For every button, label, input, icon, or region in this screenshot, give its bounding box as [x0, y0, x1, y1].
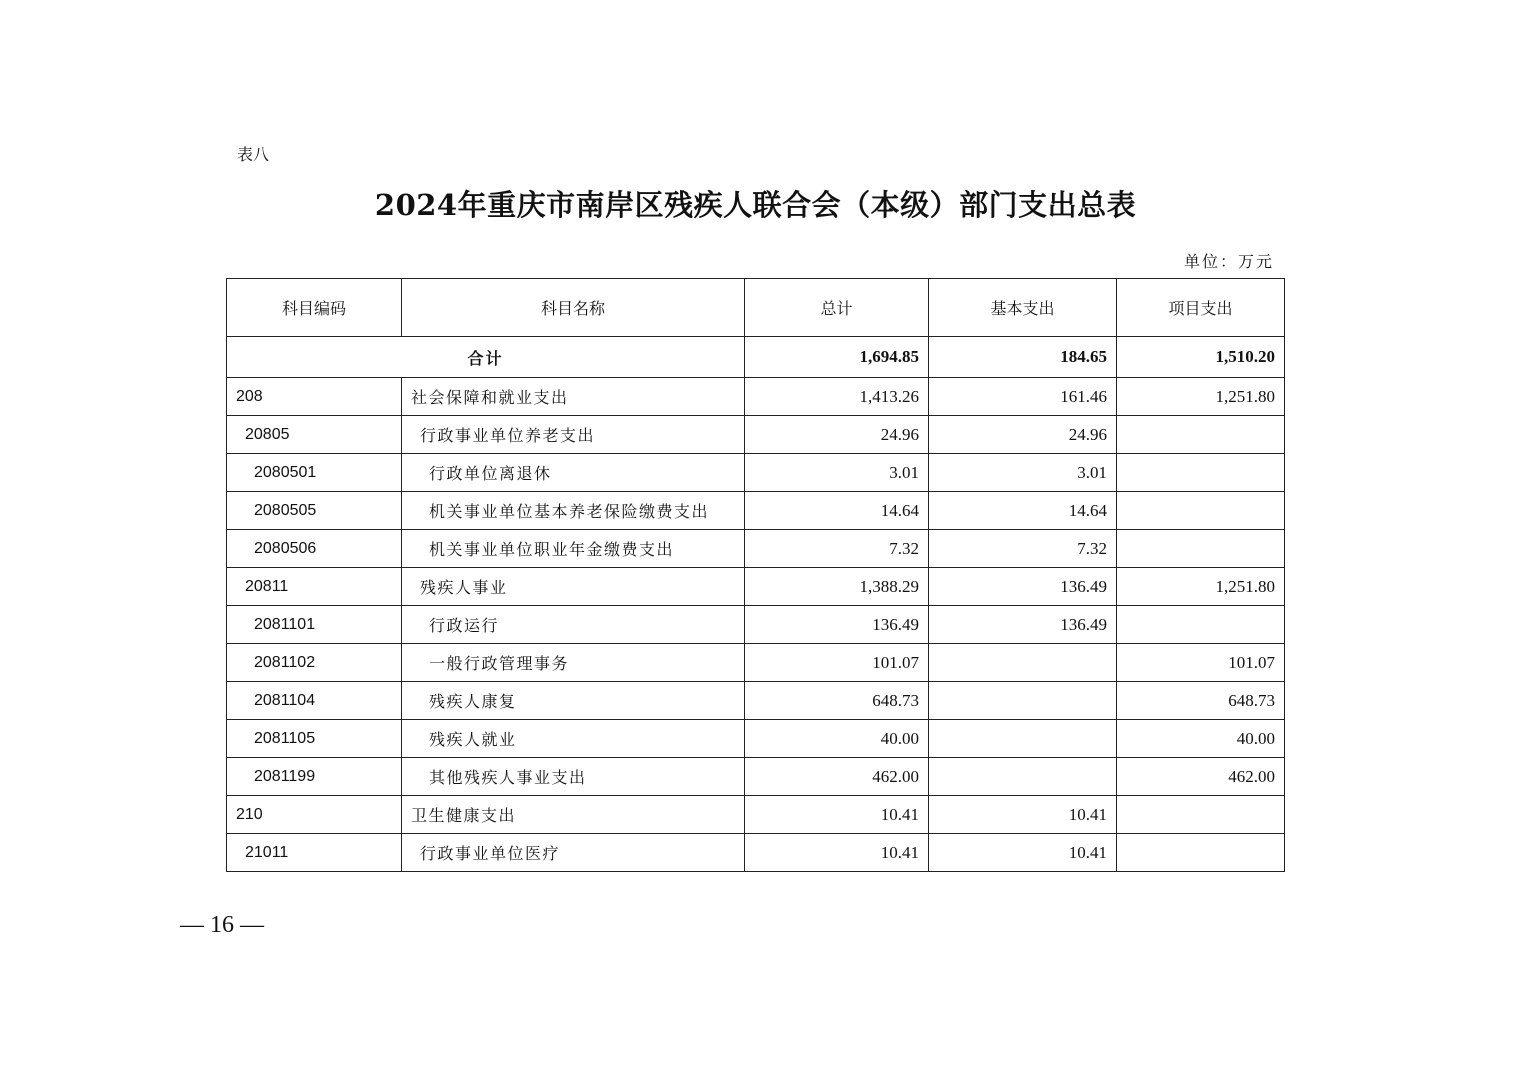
cell-total: 136.49 — [745, 606, 929, 644]
cell-code: 208 — [227, 378, 402, 416]
table-row — [227, 606, 1285, 644]
table-row — [227, 492, 1285, 530]
cell-basic — [929, 644, 1117, 682]
table-row — [227, 796, 1285, 834]
cell-name: 一般行政管理事务 — [402, 644, 745, 682]
cell-basic: 10.41 — [929, 834, 1117, 872]
cell-total: 1,413.26 — [745, 378, 929, 416]
cell-basic: 14.64 — [929, 492, 1117, 530]
cell-code: 20811 — [227, 568, 402, 606]
cell-code: 20805 — [227, 416, 402, 454]
cell-code: 2080506 — [227, 530, 402, 568]
cell-name: 行政事业单位养老支出 — [402, 416, 745, 454]
cell-total: 7.32 — [745, 530, 929, 568]
table-row — [227, 530, 1285, 568]
cell-basic: 161.46 — [929, 378, 1117, 416]
cell-code: 2081105 — [227, 720, 402, 758]
cell-code: 210 — [227, 796, 402, 834]
cell-basic: 10.41 — [929, 796, 1117, 834]
unit-label: 单位：万元 — [1183, 252, 1274, 271]
header-name: 科目名称 — [402, 279, 745, 337]
cell-name: 卫生健康支出 — [402, 796, 745, 834]
cell-name: 行政运行 — [402, 606, 745, 644]
header-project: 项目支出 — [1117, 279, 1285, 337]
expenditure-table — [226, 278, 1285, 872]
cell-total: 24.96 — [745, 416, 929, 454]
cell-total: 101.07 — [745, 644, 929, 682]
cell-project: 101.07 — [1117, 644, 1285, 682]
page-title: 2024年重庆市南岸区残疾人联合会（本级）部门支出总表 — [374, 188, 1137, 222]
cell-project: 648.73 — [1117, 682, 1285, 720]
cell-project — [1117, 834, 1285, 872]
cell-project: 40.00 — [1117, 720, 1285, 758]
table-row — [227, 568, 1285, 606]
cell-code: 21011 — [227, 834, 402, 872]
cell-total: 462.00 — [745, 758, 929, 796]
cell-basic — [929, 682, 1117, 720]
table-number-label: 表八 — [237, 145, 270, 164]
cell-basic — [929, 720, 1117, 758]
cell-total: 10.41 — [745, 834, 929, 872]
table-row — [227, 834, 1285, 872]
total-project: 1,510.20 — [1117, 337, 1285, 378]
table-row — [227, 644, 1285, 682]
table-header-row — [227, 279, 1285, 337]
cell-project: 462.00 — [1117, 758, 1285, 796]
cell-total: 648.73 — [745, 682, 929, 720]
table-row — [227, 720, 1285, 758]
cell-project: 1,251.80 — [1117, 568, 1285, 606]
cell-name: 机关事业单位基本养老保险缴费支出 — [402, 492, 745, 530]
header-total: 总计 — [745, 279, 929, 337]
table-row — [227, 682, 1285, 720]
cell-basic: 136.49 — [929, 606, 1117, 644]
cell-project — [1117, 530, 1285, 568]
cell-name: 社会保障和就业支出 — [402, 378, 745, 416]
cell-total: 14.64 — [745, 492, 929, 530]
cell-project — [1117, 416, 1285, 454]
table-row — [227, 416, 1285, 454]
cell-name: 残疾人事业 — [402, 568, 745, 606]
cell-basic: 7.32 — [929, 530, 1117, 568]
header-code: 科目编码 — [227, 279, 402, 337]
cell-total: 1,388.29 — [745, 568, 929, 606]
cell-basic — [929, 758, 1117, 796]
table-row — [227, 378, 1285, 416]
cell-code: 2081102 — [227, 644, 402, 682]
cell-project — [1117, 606, 1285, 644]
cell-name: 行政单位离退休 — [402, 454, 745, 492]
cell-name: 残疾人就业 — [402, 720, 745, 758]
total-basic: 184.65 — [929, 337, 1117, 378]
cell-total: 3.01 — [745, 454, 929, 492]
cell-code: 2080505 — [227, 492, 402, 530]
cell-name: 行政事业单位医疗 — [402, 834, 745, 872]
total-label: 合计 — [227, 337, 745, 378]
cell-basic: 3.01 — [929, 454, 1117, 492]
cell-name: 机关事业单位职业年金缴费支出 — [402, 530, 745, 568]
cell-name: 其他残疾人事业支出 — [402, 758, 745, 796]
cell-code: 2081104 — [227, 682, 402, 720]
cell-total: 40.00 — [745, 720, 929, 758]
total-sum: 1,694.85 — [745, 337, 929, 378]
cell-name: 残疾人康复 — [402, 682, 745, 720]
cell-project — [1117, 454, 1285, 492]
cell-project — [1117, 796, 1285, 834]
header-basic: 基本支出 — [929, 279, 1117, 337]
cell-code: 2081199 — [227, 758, 402, 796]
page-number: — 16 — — [180, 912, 264, 938]
cell-code: 2080501 — [227, 454, 402, 492]
cell-total: 10.41 — [745, 796, 929, 834]
cell-project: 1,251.80 — [1117, 378, 1285, 416]
table-row — [227, 758, 1285, 796]
total-row — [227, 337, 1285, 378]
cell-basic: 136.49 — [929, 568, 1117, 606]
cell-code: 2081101 — [227, 606, 402, 644]
cell-basic: 24.96 — [929, 416, 1117, 454]
cell-project — [1117, 492, 1285, 530]
table-row — [227, 454, 1285, 492]
